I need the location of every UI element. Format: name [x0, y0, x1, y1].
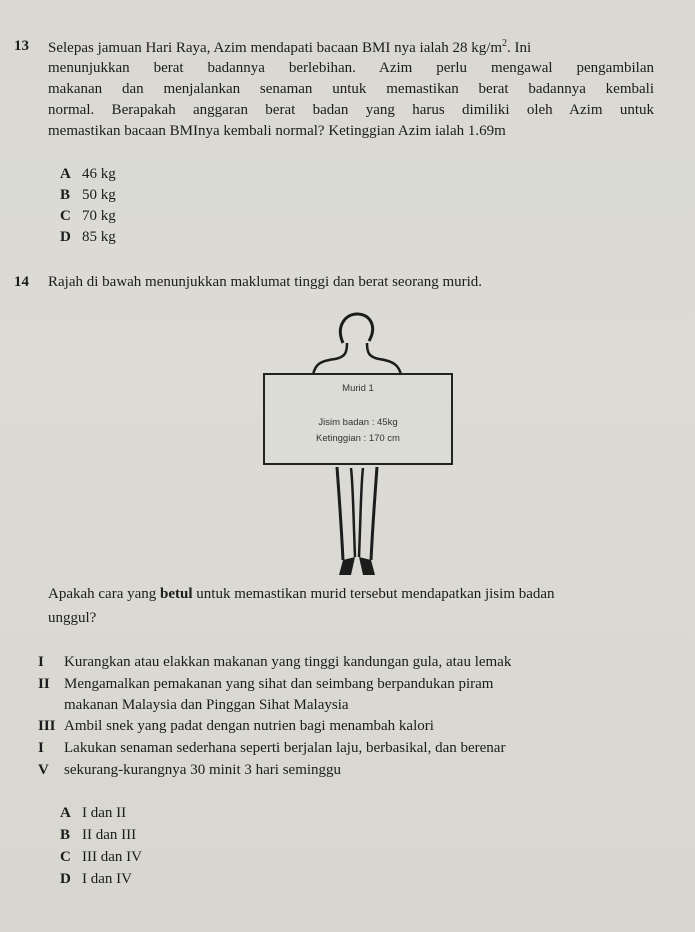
- q13-line-1: [48, 38, 654, 57]
- q14-question-line-1: Apakah cara yang betul untuk memastikan murid tersebut mendapatkan jisim badan: [48, 586, 555, 602]
- board-weight: Jisim badan : 45kg: [318, 417, 398, 428]
- q14-option-c[interactable]: C III dan IV: [60, 849, 142, 865]
- q13-line-1-text: Selepas jamuan Hari Raya, Azim mendapati bacaan BMI nya ialah 28 kg/m: [48, 40, 503, 56]
- q14-intro: Rajah di bawah menunjukkan maklumat tinggi dan berat seorang murid.: [48, 274, 483, 290]
- statement-2-cont: makanan Malaysia dan Pinggan Sihat Malaysia: [64, 697, 349, 713]
- q14-option-d[interactable]: D I dan IV: [60, 871, 132, 887]
- q13-line-4: normal. Berapakah anggaran berat badan yang harus dimiliki oleh Azim untuk: [48, 102, 654, 118]
- q14-option-b[interactable]: B II dan III: [60, 827, 137, 843]
- question-14-number: 14: [14, 274, 29, 290]
- statement-1: I Kurangkan atau elakkan makanan yang tinggi kandungan gula, atau lemak: [38, 654, 512, 670]
- q13-superscript: 2: [502, 38, 508, 49]
- statement-4-cont: V sekurang-kurangnya 30 minit 3 hari seminggu: [38, 762, 342, 778]
- info-board: [263, 373, 453, 465]
- q13-option-c[interactable]: C 70 kg: [60, 208, 116, 224]
- q14-option-a[interactable]: A I dan II: [60, 805, 127, 821]
- q13-option-a[interactable]: A 46 kg: [60, 166, 116, 182]
- q13-line-3: makanan dan menjalankan senaman untuk memastikan berat badannya kembali: [48, 81, 654, 97]
- q14-question-line-2: unggul?: [48, 610, 97, 626]
- statement-4: I Lakukan senaman sederhana seperti berjalan laju, berbasikal, dan berenar: [38, 740, 506, 756]
- q13-line-2: menunjukkan berat badannya berlebihan. Azim perlu mengawal pengambilan: [48, 60, 654, 76]
- statement-2: II Mengamalkan pemakanan yang sihat dan seimbang berpandukan piram: [38, 676, 494, 692]
- q14-question-bold: betul: [160, 586, 193, 602]
- statement-3: III Ambil snek yang padat dengan nutrien bagi menambah kalori: [38, 718, 434, 734]
- question-13-number: 13: [14, 38, 29, 54]
- board-height: Ketinggian : 170 cm: [316, 433, 400, 444]
- q13-option-d[interactable]: D 85 kg: [60, 229, 116, 245]
- q13-line-5: memastikan bacaan BMInya kembali normal? Ketinggian Azim ialah 1.69m: [48, 123, 506, 139]
- board-title: Murid 1: [342, 383, 374, 394]
- q13-option-b[interactable]: B 50 kg: [60, 187, 116, 203]
- q13-line-1-tail: . Ini: [507, 40, 532, 56]
